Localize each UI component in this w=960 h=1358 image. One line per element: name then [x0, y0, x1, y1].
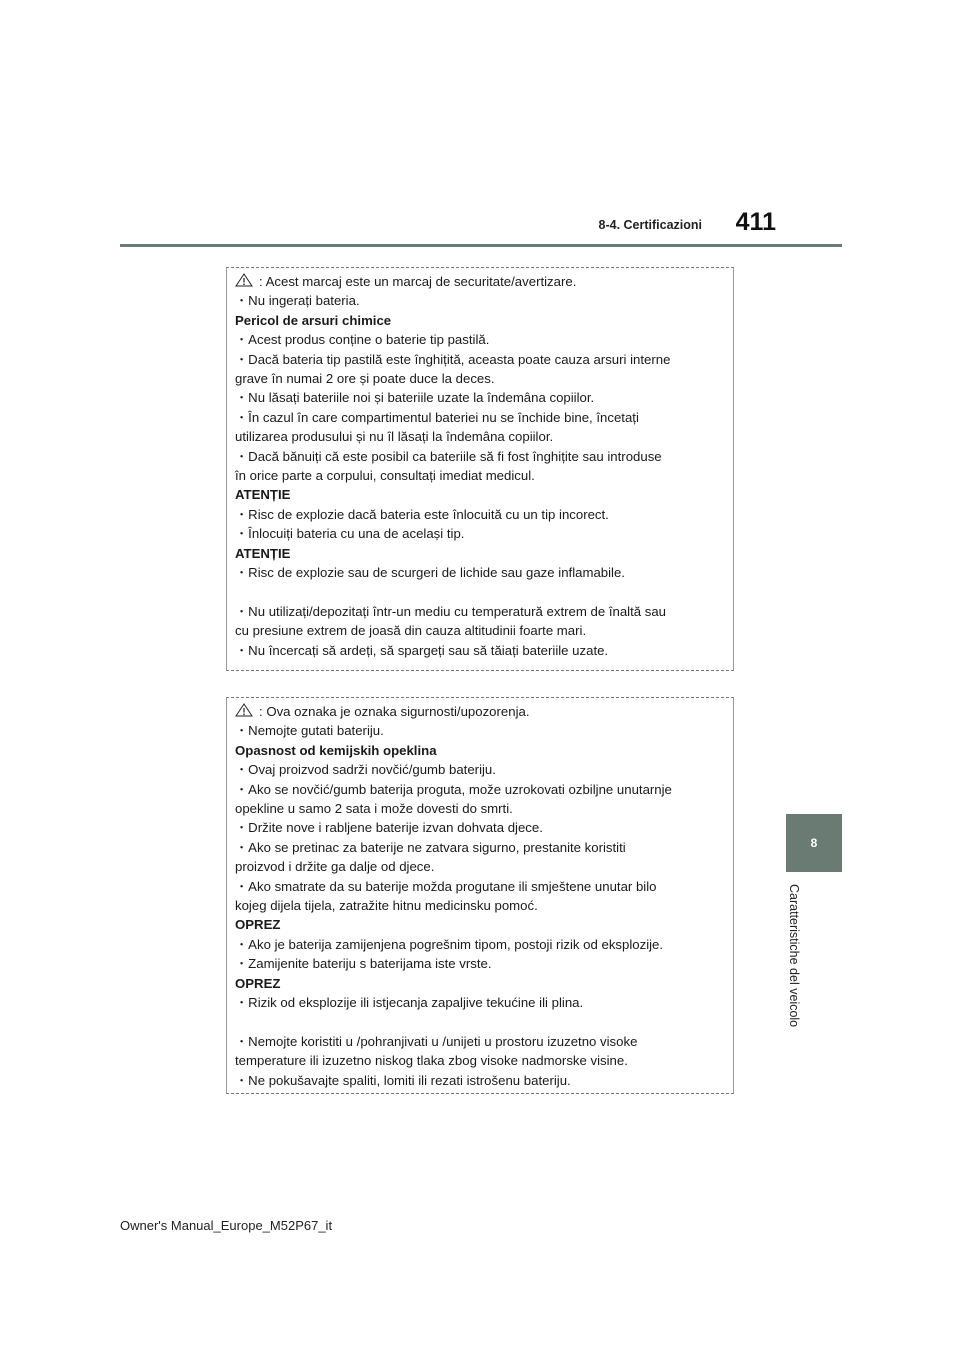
line-text: ・Nu ingerați bateria. [235, 293, 360, 309]
text-line [235, 760, 725, 779]
line-text: ・Nemojte gutati bateriju. [235, 723, 384, 739]
text-line [235, 857, 725, 876]
line-text: grave în numai 2 ore și poate duce la deces. [235, 371, 495, 387]
footer-manual-id: Owner's Manual_Europe_M52P67_it [120, 1218, 333, 1233]
warning-mark-line [235, 702, 725, 721]
line-text: ・Nu lăsați bateriile noi și bateriile uzate la îndemâna copiilor. [235, 390, 595, 406]
line-text: ・Dacă bănuiți că este posibil ca bateriile să fi fost înghițite sau introduse [235, 448, 662, 464]
page-number: 411 [735, 208, 776, 236]
line-text: ・Dacă bateria tip pastilă este înghițită, aceasta poate cauza arsuri interne [235, 351, 671, 367]
warning-triangle-icon [235, 703, 253, 717]
text-line [235, 524, 725, 543]
text-line [235, 388, 725, 407]
text-line [235, 1071, 725, 1090]
text-line [235, 485, 725, 504]
warning-box-croatian [226, 697, 734, 1094]
text-line [235, 330, 725, 349]
text-line [235, 311, 725, 330]
text-line [235, 583, 725, 602]
header-rule [120, 244, 842, 247]
line-text: ・Ako se pretinac za baterije ne zatvara sigurno, prestanite koristiti [235, 839, 626, 855]
line-text: ATENȚIE [235, 487, 291, 503]
line-text: temperature ili izuzetno niskog tlaka zbog visoke nadmorske visine. [235, 1053, 628, 1069]
line-text: opekline u samo 2 sata i može dovesti do smrti. [235, 801, 513, 817]
line-text: ・Držite nove i rabljene baterije izvan dohvata djece. [235, 820, 543, 836]
text-line [235, 799, 725, 818]
line-text: ・Rizik od eksplozije ili istjecanja zapaljive tekućine ili plina. [235, 995, 584, 1011]
line-text: utilizarea produsului și nu îl lăsați la îndemâna copiilor. [235, 429, 554, 445]
text-line [235, 602, 725, 621]
line-text: ・Zamijenite bateriju s baterijama iste vrste. [235, 956, 492, 972]
chapter-number: 8 [810, 836, 818, 850]
text-line [235, 544, 725, 563]
text-line [235, 721, 725, 740]
chapter-side-label: Caratteristiche del veicolo [787, 884, 801, 1028]
text-line [235, 877, 725, 896]
line-text: Pericol de arsuri chimice [235, 312, 392, 328]
text-line [235, 1051, 725, 1070]
line-text: ・În cazul în care compartimentul bateriei nu se închide bine, încetați [235, 409, 639, 425]
text-line [235, 974, 725, 993]
text-line [235, 1013, 725, 1032]
text-line [235, 291, 725, 310]
text-line [235, 621, 725, 640]
line-text: ・Înlocuiți bateria cu una de același tip. [235, 526, 465, 542]
text-line [235, 993, 725, 1012]
text-line [235, 505, 725, 524]
text-line [235, 427, 725, 446]
line-text: kojeg dijela tijela, zatražite hitnu medicinsku pomoć. [235, 898, 538, 914]
text-line [235, 641, 725, 660]
line-text: ・Risc de explozie sau de scurgeri de lichide sau gaze inflamabile. [235, 565, 625, 581]
text-line [235, 915, 725, 934]
text-line [235, 563, 725, 582]
line-text: proizvod i držite ga dalje od djece. [235, 859, 435, 875]
text-line [235, 741, 725, 760]
line-text: OPREZ [235, 917, 281, 933]
line-text: : Ova oznaka je oznaka sigurnosti/upozorenja. [259, 704, 530, 719]
line-text: OPREZ [235, 975, 281, 991]
text-line [235, 408, 725, 427]
line-text: Opasnost od kemijskih opeklina [235, 742, 437, 758]
chapter-tab [786, 814, 842, 872]
text-line [235, 896, 725, 915]
line-text: ・Ako je baterija zamijenjena pogrešnim tipom, postoji rizik od eksplozije. [235, 936, 664, 952]
text-line [235, 818, 725, 837]
text-line [235, 935, 725, 954]
text-line [235, 447, 725, 466]
text-line [235, 838, 725, 857]
line-text: ・Ne pokušavajte spaliti, lomiti ili rezati istrošenu bateriju. [235, 1072, 571, 1088]
line-text: ・Nu utilizați/depozitați într-un mediu cu temperatură extrem de înaltă sau [235, 603, 667, 619]
line-text: ・Acest produs conține o baterie tip pastilă. [235, 332, 490, 348]
text-line [235, 350, 725, 369]
warning-mark-line [235, 272, 725, 291]
line-text: ・Ako smatrate da su baterije možda progutane ili smještene unutar bilo [235, 878, 657, 894]
line-text: ・Ovaj proizvod sadrži novčić/gumb bateriju. [235, 762, 496, 778]
text-line [235, 780, 725, 799]
text-line [235, 1032, 725, 1051]
text-line [235, 466, 725, 485]
header-section-title: 8-4. Certificazioni [598, 218, 702, 232]
line-text: ・Ako se novčić/gumb baterija proguta, može uzrokovati ozbiljne unutarnje [235, 781, 672, 797]
line-text: ・Nemojte koristiti u /pohranjivati u /unijeti u prostoru izuzetno visoke [235, 1033, 638, 1049]
text-line [235, 369, 725, 388]
line-text: ・Risc de explozie dacă bateria este înlocuită cu un tip incorect. [235, 506, 609, 522]
line-text: ・Nu încercați să ardeți, să spargeți sau să tăiați bateriile uzate. [235, 642, 609, 658]
warning-triangle-icon [235, 273, 253, 287]
line-text: : Acest marcaj este un marcaj de securitate/avertizare. [259, 274, 577, 289]
line-text: în orice parte a corpului, consultați imediat medicul. [235, 468, 535, 484]
warning-box-romanian [226, 267, 734, 671]
text-line [235, 954, 725, 973]
line-text: ATENȚIE [235, 545, 291, 561]
line-text: cu presiune extrem de joasă din cauza altitudinii foarte mari. [235, 623, 587, 639]
